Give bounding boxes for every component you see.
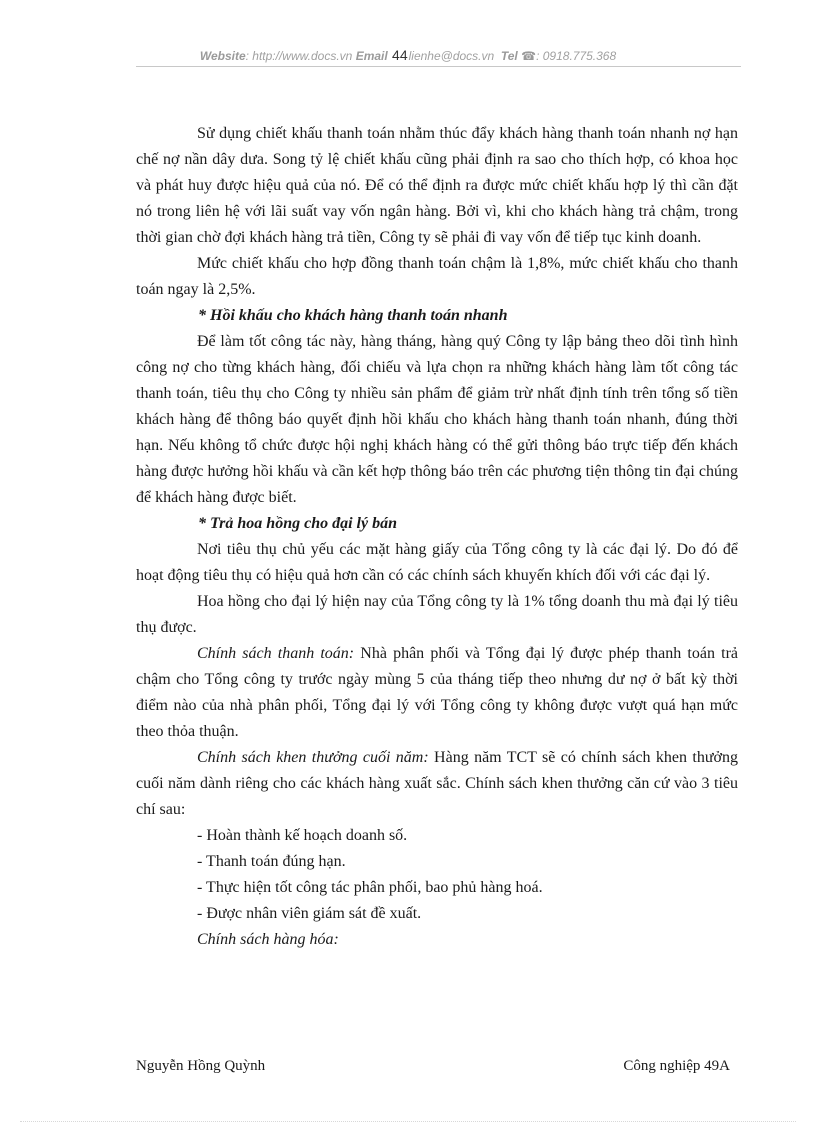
page-header (0, 47, 816, 63)
page-footer (136, 1058, 730, 1075)
document-body (136, 121, 738, 953)
paragraph-discount-usage: Sử dụng chiết khấu thanh toán nhằm thúc đẩy khách hàng thanh toán nhanh nợ hạn chế nợ nần dây dưa. Song tỷ lệ chiết khấu cũng phải định ra sao cho thích hợp, có khoa học và phát huy được hiệu quả của nó. Để có thể định ra được mức chiết khấu hợp lý thì cần đặt nó trong liên hệ với lãi suất vay vốn ngân hàng. Bởi vì, khi cho khách hàng trả chậm, trong thời gian chờ đợi khách hàng trả tiền, Công ty sẽ phải đi vay vốn để tiếp tục kinh doanh. (136, 125, 738, 246)
paragraph-bonus-policy (136, 745, 738, 823)
email-label: Email (355, 49, 388, 63)
heading-commission: * Trả hoa hồng cho đại lý bán (198, 515, 397, 532)
phone-icon: ☎ (521, 49, 537, 63)
bonus-policy-text: Hàng năm TCT sẽ có chính sách khen thưởng cuối năm dành riêng cho các khách hàng xuất sắc. Chính sách khen thưởng căn cứ vào 3 tiêu chí sau: (136, 749, 738, 818)
website-url[interactable]: : http://www.docs.vn (245, 49, 353, 63)
paragraph-payment-policy (136, 641, 738, 745)
criteria-item: - Thực hiện tốt công tác phân phối, bao phủ hàng hoá. (197, 879, 543, 896)
tel-label: Tel (500, 49, 518, 63)
paragraph-discount-rates: Mức chiết khấu cho hợp đồng thanh toán chậm là 1,8%, mức chiết khấu cho thanh toán ngay là 2,5%. (136, 255, 738, 298)
criteria-item: - Được nhân viên giám sát đề xuất. (197, 905, 422, 922)
payment-policy-lead: Chính sách thanh toán: (197, 645, 355, 662)
paragraph-commission-rate: Hoa hồng cho đại lý hiện nay của Tổng công ty là 1% tổng doanh thu mà đại lý tiêu thụ được. (136, 593, 738, 636)
goods-policy-lead: Chính sách hàng hóa: (197, 931, 339, 948)
criteria-item: - Thanh toán đúng hạn. (197, 853, 346, 870)
paragraph-rebate: Để làm tốt công tác này, hàng tháng, hàng quý Công ty lập bảng theo dõi tình hình công nợ cho từng khách hàng, đối chiếu và lựa chọn ra những khách hàng làm tốt công tác thanh toán, tiêu thụ cho Công ty nhiều sản phẩm để giảm trừ nhất định tính trên tổng số tiền khách hàng để thông báo quyết định hồi khấu cho khách hàng thanh toán nhanh, đúng thời hạn. Nếu không tổ chức được hội nghị khách hàng có thể gửi thông báo trực tiếp đến khách hàng được hưởng hồi khấu và cần kết hợp thông báo trên các phương tiện thông tin đại chúng để khách hàng được biết. (136, 333, 738, 506)
footer-author: Nguyễn Hồng Quỳnh (136, 1058, 266, 1074)
bonus-policy-lead: Chính sách khen thưởng cuối năm: (197, 749, 429, 766)
page-number: 44 (392, 47, 408, 63)
website-label: Website (199, 49, 246, 63)
footer-class: Công nghiệp 49A (623, 1058, 730, 1074)
email-address[interactable]: lienhe@docs.vn (408, 49, 495, 63)
header-divider (136, 66, 741, 67)
criteria-item: - Hoàn thành kế hoạch doanh số. (197, 827, 408, 844)
paragraph-agents: Nơi tiêu thụ chủ yếu các mặt hàng giấy của Tổng công ty là các đại lý. Do đó để hoạt động tiêu thụ có hiệu quả hơn cần có các chính sách khuyến khích đối với các đại lý. (136, 541, 738, 584)
heading-rebate: * Hồi khấu cho khách hàng thanh toán nhanh (198, 307, 508, 324)
page-bottom-edge (20, 1121, 796, 1122)
payment-policy-text: Nhà phân phối và Tổng đại lý được phép thanh toán trả chậm cho Tổng công ty trước ngày mùng 5 của tháng tiếp theo nhưng dư nợ ở bất kỳ thời điểm nào của nhà phân phối, Tổng đại lý với Tổng công ty không được vượt quá hạn mức theo thỏa thuận. (136, 645, 738, 740)
tel-value: : 0918.775.368 (536, 49, 617, 63)
